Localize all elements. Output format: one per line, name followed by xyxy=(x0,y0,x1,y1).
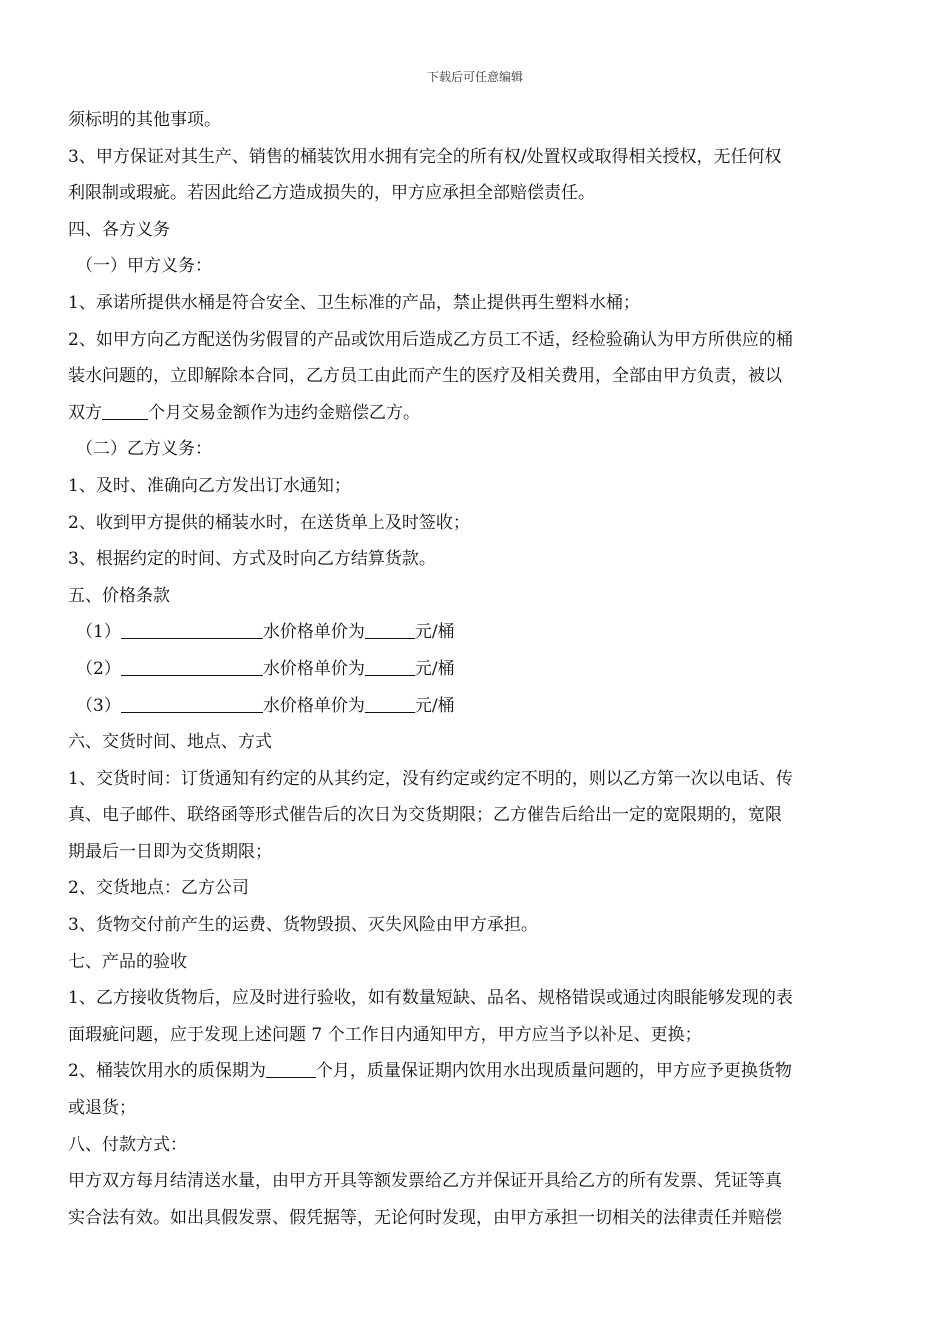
fill-in-blank[interactable] xyxy=(365,694,415,713)
document-body xyxy=(68,102,883,1236)
subsection-heading: （二）乙方义务： xyxy=(76,439,212,460)
line-text: 双方 xyxy=(68,402,102,423)
line-text: 水价格单价为 xyxy=(262,622,365,643)
price-item xyxy=(68,614,883,651)
text-line: 1、交货时间：订货通知有约定的从其约定，没有约定或约定不明的，则以乙方第一次以电话、传 xyxy=(68,768,793,789)
price-item-number: （1） xyxy=(76,622,121,643)
text-line xyxy=(68,395,883,432)
text-line: 装水问题的，立即解除本合同，乙方员工由此而产生的医疗及相关费用，全部由甲方负责，被以 xyxy=(68,366,782,387)
text-line: 真、电子邮件、联络函等形式催告后的次日为交货期限；乙方催告后给出一定的宽限期的，宽限 xyxy=(68,805,782,826)
line-text: 2、桶装饮用水的质保期为 xyxy=(68,1061,266,1082)
line-text: 水价格单价为 xyxy=(262,695,365,716)
section-heading: 七、产品的验收 xyxy=(68,951,187,972)
text-line: 利限制或瑕疵。若因此给乙方造成损失的，甲方应承担全部赔偿责任。 xyxy=(68,183,595,204)
price-item-number: （3） xyxy=(76,695,121,716)
text-line: 1、乙方接收货物后，应及时进行验收，如有数量短缺、品名、规格错误或通过肉眼能够发现的表 xyxy=(68,988,793,1009)
fill-in-blank[interactable] xyxy=(121,620,263,639)
line-text: 水价格单价为 xyxy=(262,658,365,679)
text-line: 实合法有效。如出具假发票、假凭据等，无论何时发现，由甲方承担一切相关的法律责任并赔偿 xyxy=(68,1207,782,1228)
text-line: 甲方双方每月结清送水量，由甲方开具等额发票给乙方并保证开具给乙方的所有发票、凭证等真 xyxy=(68,1171,782,1192)
text-line: 2、收到甲方提供的桶装水时，在送货单上及时签收； xyxy=(68,512,470,533)
text-line: 面瑕疵问题，应于发现上述问题 7 个工作日内通知甲方，甲方应当予以补足、更换； xyxy=(68,1024,702,1045)
text-line: 3、甲方保证对其生产、销售的桶装饮用水拥有完全的所有权/处置权或取得相关授权，无任何权 xyxy=(68,146,782,167)
section-heading: 五、价格条款 xyxy=(68,585,170,606)
fill-in-blank[interactable] xyxy=(102,401,148,420)
section-heading: 四、各方义务 xyxy=(68,219,170,240)
fill-in-blank[interactable] xyxy=(365,620,415,639)
subsection-heading: （一）甲方义务： xyxy=(76,256,212,277)
fill-in-blank[interactable] xyxy=(365,657,415,676)
text-line: 3、货物交付前产生的运费、货物毁损、灭失风险由甲方承担。 xyxy=(68,915,538,936)
section-heading: 八、付款方式： xyxy=(68,1134,187,1155)
price-item-number: （2） xyxy=(76,658,121,679)
line-text: 个月交易金额作为违约金赔偿乙方。 xyxy=(148,402,420,423)
fill-in-blank[interactable] xyxy=(266,1059,316,1078)
text-line: 1、承诺所提供水桶是符合安全、卫生标准的产品，禁止提供再生塑料水桶； xyxy=(68,292,640,313)
unit-text: 元/桶 xyxy=(414,622,455,643)
unit-text: 元/桶 xyxy=(414,695,455,716)
text-line: 须标明的其他事项。 xyxy=(68,110,221,130)
text-line xyxy=(68,1053,883,1090)
text-line: 或退货； xyxy=(68,1098,136,1119)
text-line: 1、及时、准确向乙方发出订水通知； xyxy=(68,475,351,496)
line-text: 个月，质量保证期内饮用水出现质量问题的，甲方应予更换货物 xyxy=(315,1061,792,1082)
section-heading: 六、交货时间、地点、方式 xyxy=(68,732,272,753)
fill-in-blank[interactable] xyxy=(121,657,263,676)
page-header-note: 下载后可任意编辑 xyxy=(426,70,523,84)
text-line: 期最后一日即为交货期限； xyxy=(68,841,272,862)
fill-in-blank[interactable] xyxy=(121,694,263,713)
price-item xyxy=(68,651,883,688)
text-line: 2、交货地点：乙方公司 xyxy=(68,878,249,899)
price-item xyxy=(68,688,883,725)
unit-text: 元/桶 xyxy=(414,658,455,679)
text-line: 2、如甲方向乙方配送伪劣假冒的产品或饮用后造成乙方员工不适，经检验确认为甲方所供应的桶 xyxy=(68,329,793,350)
text-line: 3、根据约定的时间、方式及时向乙方结算货款。 xyxy=(68,549,436,570)
